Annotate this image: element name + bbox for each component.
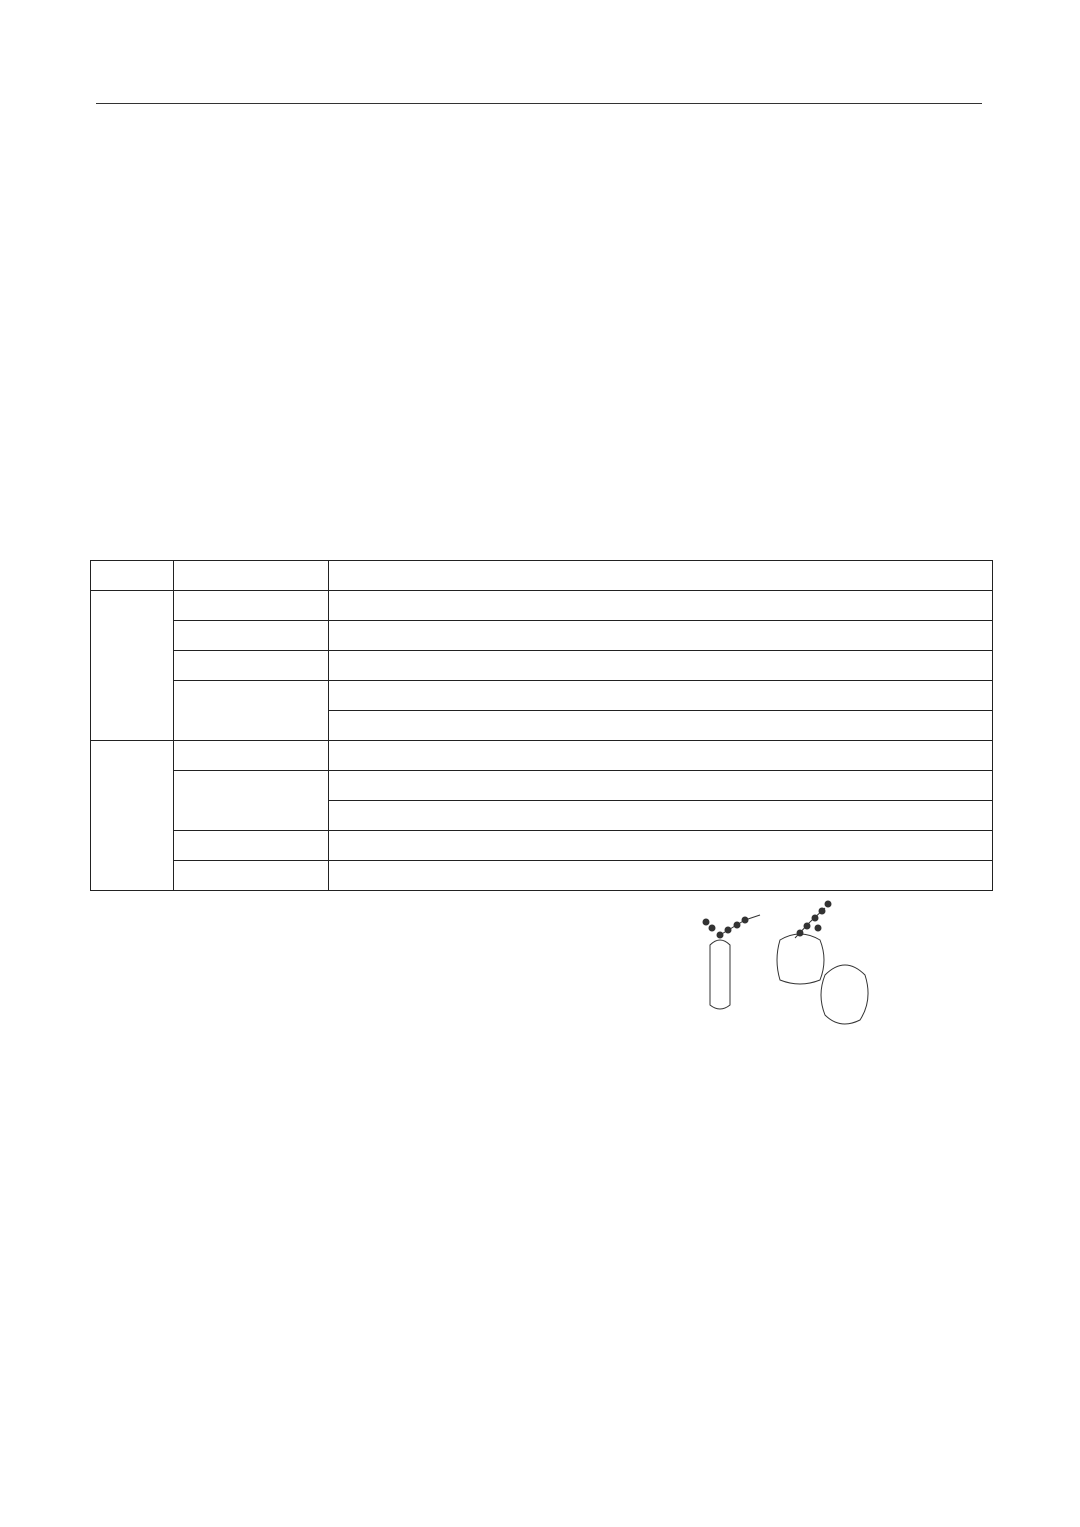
row-time <box>174 831 329 861</box>
row-time <box>174 591 329 621</box>
row-hypothesis <box>329 681 993 711</box>
table-row <box>91 591 993 621</box>
group-composition <box>91 591 174 741</box>
row-hypothesis <box>329 741 993 771</box>
row-hypothesis-cont <box>329 711 993 741</box>
table-row <box>91 651 993 681</box>
row-hypothesis-cont <box>329 801 993 831</box>
row-hypothesis <box>329 861 993 891</box>
row-time <box>174 771 329 831</box>
th-content <box>91 561 174 591</box>
row-hypothesis <box>329 651 993 681</box>
table-row <box>91 861 993 891</box>
table-row <box>91 831 993 861</box>
exploration-table <box>90 560 993 891</box>
row-hypothesis <box>329 621 993 651</box>
header-divider <box>96 103 982 104</box>
table-header-row <box>91 561 993 591</box>
protein-center <box>777 934 824 984</box>
row-hypothesis <box>329 831 993 861</box>
th-time <box>174 561 329 591</box>
row-hypothesis <box>329 771 993 801</box>
table-row <box>91 621 993 651</box>
row-time <box>174 861 329 891</box>
protein-left <box>710 940 730 1009</box>
polysaccharide-chain-icon <box>703 901 831 938</box>
row-time <box>174 741 329 771</box>
fluid-mosaic-diagram <box>650 900 980 1050</box>
table-row <box>91 741 993 771</box>
row-time <box>174 621 329 651</box>
table-row <box>91 681 993 711</box>
row-time <box>174 651 329 681</box>
th-hypothesis <box>329 561 993 591</box>
row-hypothesis <box>329 591 993 621</box>
protein-right <box>821 965 868 1024</box>
row-time <box>174 681 329 741</box>
group-structure <box>91 741 174 891</box>
table-row <box>91 771 993 801</box>
